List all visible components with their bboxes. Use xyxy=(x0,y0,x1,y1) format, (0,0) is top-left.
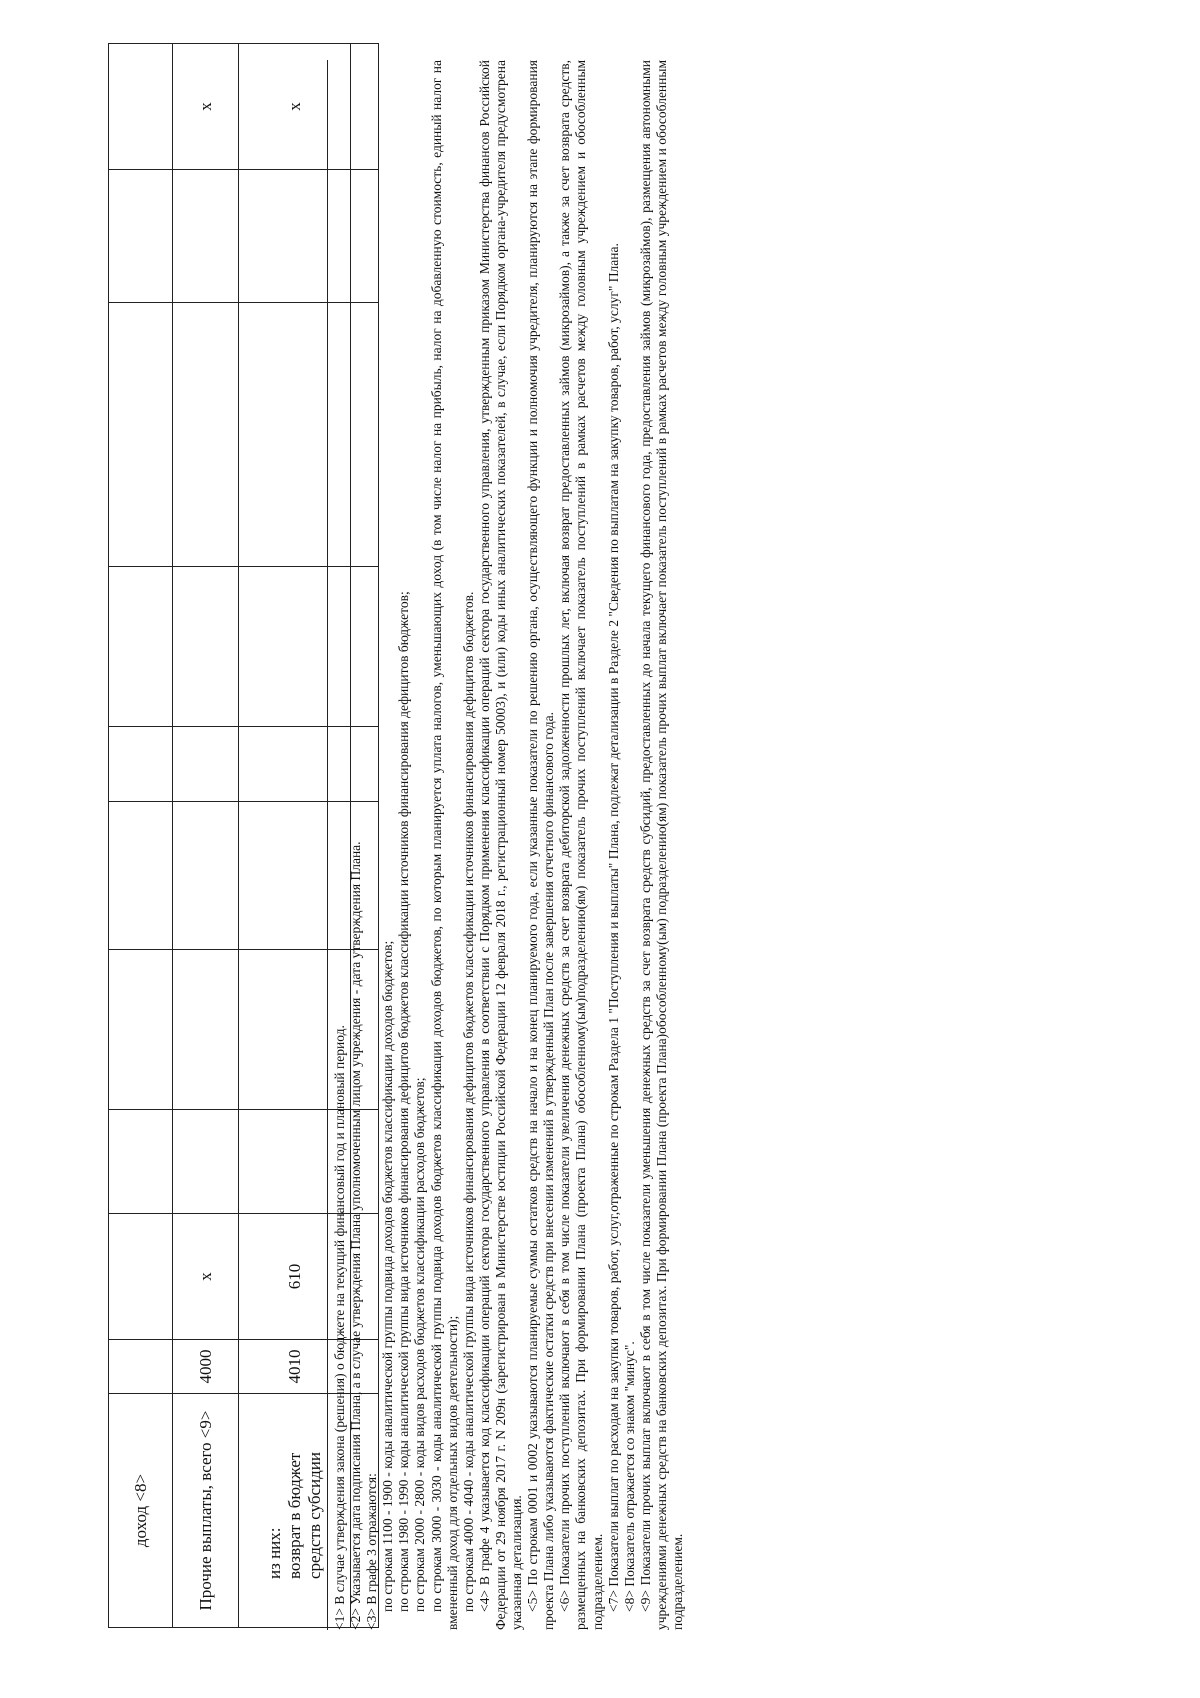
empty-cell xyxy=(173,802,239,950)
row-code-cell xyxy=(109,1340,173,1394)
empty-cell xyxy=(173,1110,239,1214)
footnote: по строкам 4000 - 4040 - коды аналитической группы вида источников финансирования дефицитов бюджетов классификации источников финансирования дефицитов бюджетов. xyxy=(460,591,476,1612)
footnote: <6> Показатели прочих поступлений включают в себя в том числе показатели увеличения денежных средств за счет возврата дебиторской задолженности прошлых лет, включая возврат предоставленных займов (микрозаймов), а также за счет возврата средств, размещенных на банковских депозитах. При формировании Плана (проекта Плана) обособленному(ым)подразделению(ям) показатель прочих поступлений включает показатель поступлений в рамках расчетов между головным учреждением и обособленным подразделением. xyxy=(557,60,605,1630)
table-row xyxy=(109,44,173,1628)
empty-cell xyxy=(109,170,173,303)
empty-cell xyxy=(173,950,239,1110)
empty-cell xyxy=(173,170,239,303)
empty-cell xyxy=(109,802,173,950)
row-col3-cell xyxy=(109,1214,173,1340)
row-col3-cell: 610 xyxy=(239,1214,351,1340)
row-name-cell: доход <8> xyxy=(109,1394,173,1628)
row-code-cell: 4010 xyxy=(239,1340,351,1394)
empty-cell xyxy=(109,567,173,727)
footnote: <5> По строкам 0001 и 0002 указываются планируемые суммы остатков средств на начало и на конец планируемого года, если указанные показатели по решению органа, осуществляющего функции и полномочия учредителя, планируются на этапе формирования проекта Плана либо указываются фактические остатки средств при внесении изменений в утвержденный План после завершения отчетного финансового года. xyxy=(525,60,557,1630)
empty-cell xyxy=(173,727,239,802)
empty-cell xyxy=(173,303,239,567)
empty-cell xyxy=(109,950,173,1110)
empty-cell xyxy=(109,1110,173,1214)
empty-cell xyxy=(173,567,239,727)
footnote: по строкам 3000 - 3030 - коды аналитической группы подвида доходов бюджетов классификации доходов бюджетов, по которым планируется уплата налогов, уменьшающих доход (в том числе налог на прибыль, налог на добавленную стоимость, единый налог на вмененный доход для отдельных видов деятельности); xyxy=(428,60,460,1630)
footnote: по строкам 1980 - 1990 - коды аналитической группы вида источников финансирования дефицитов бюджетов классификации источников финансирования дефицитов бюджетов; xyxy=(396,591,412,1612)
row-name-prefix: из них: xyxy=(264,1527,284,1579)
footnote: по строкам 1100 - 1900 - коды аналитической группы подвида доходов бюджетов классификации доходов бюджетов; xyxy=(380,940,396,1612)
row-col3-cell: x xyxy=(173,1214,239,1340)
footnote: по строкам 2000 - 2800 - коды видов расходов бюджетов классификации расходов бюджетов; xyxy=(412,1077,428,1612)
row-mark-cell xyxy=(109,44,173,170)
footnote: <9> Показатели прочих выплат включают в себя в том числе показатели уменьшения денежных средств за счет возврата средств субсидий, предоставленных до начала текущего финансового года, предоставления займов (микрозаймов), размещения автономными учреждениями денежных средств на банковских депозитах. При формировании Плана (проекта Плана)обособленному(ым) подразделению(ям) показатель прочих выплат включает показатель поступлений в рамках расчетов между головным учреждением и обособленным подразделением. xyxy=(637,60,685,1630)
footnote: <2> Указывается дата подписания Плана, а в случае утверждения Плана уполномоченным лицом учреждения - дата утверждения Плана. xyxy=(348,841,364,1630)
footnote: <7> Показатели выплат по расходам на закупки товаров, работ, услуг,отраженные по строкам Раздела 1 "Поступления и выплаты" Плана, подлежат детализации в Разделе 2 "Сведения по выплатам на закупку товаров, работ, услуг" Плана. xyxy=(605,243,621,1612)
footnote: <8> Показатель отражается со знаком "минус". xyxy=(621,1341,637,1612)
footnote: <1> В случае утверждения закона (решения) о бюджете на текущий финансовый год и плановый период. xyxy=(332,1025,347,1630)
empty-cell xyxy=(109,727,173,802)
row-mark-cell: x xyxy=(239,44,351,170)
footnote: <4> В графе 4 указывается код классификации операций сектора государственного управления в соответствии с Порядком применения классификации операций сектора государственного управления, утвержденным приказом Министерства финансов Российской Федерации от 29 ноября 2017 г. N 209н (зарегистрирован в Министерстве юстиции Российской Федерации 12 февраля 2018 г., регистрационный номер 50003), и (или) коды иных аналитических показателей, в случае, если Порядком органа-учредителя предусмотрена указанная детализация. xyxy=(476,60,525,1630)
row-name-text: возврат в бюджет средств субсидии xyxy=(284,1451,324,1579)
row-mark-cell: x xyxy=(173,44,239,170)
table-row xyxy=(173,44,239,1628)
footnotes xyxy=(327,60,686,1630)
empty-cell xyxy=(109,303,173,567)
row-name-cell: Прочие выплаты, всего <9> xyxy=(173,1394,239,1628)
footnote: <3> В графе 3 отражаются: xyxy=(364,1473,380,1630)
row-code-cell: 4000 xyxy=(173,1340,239,1394)
